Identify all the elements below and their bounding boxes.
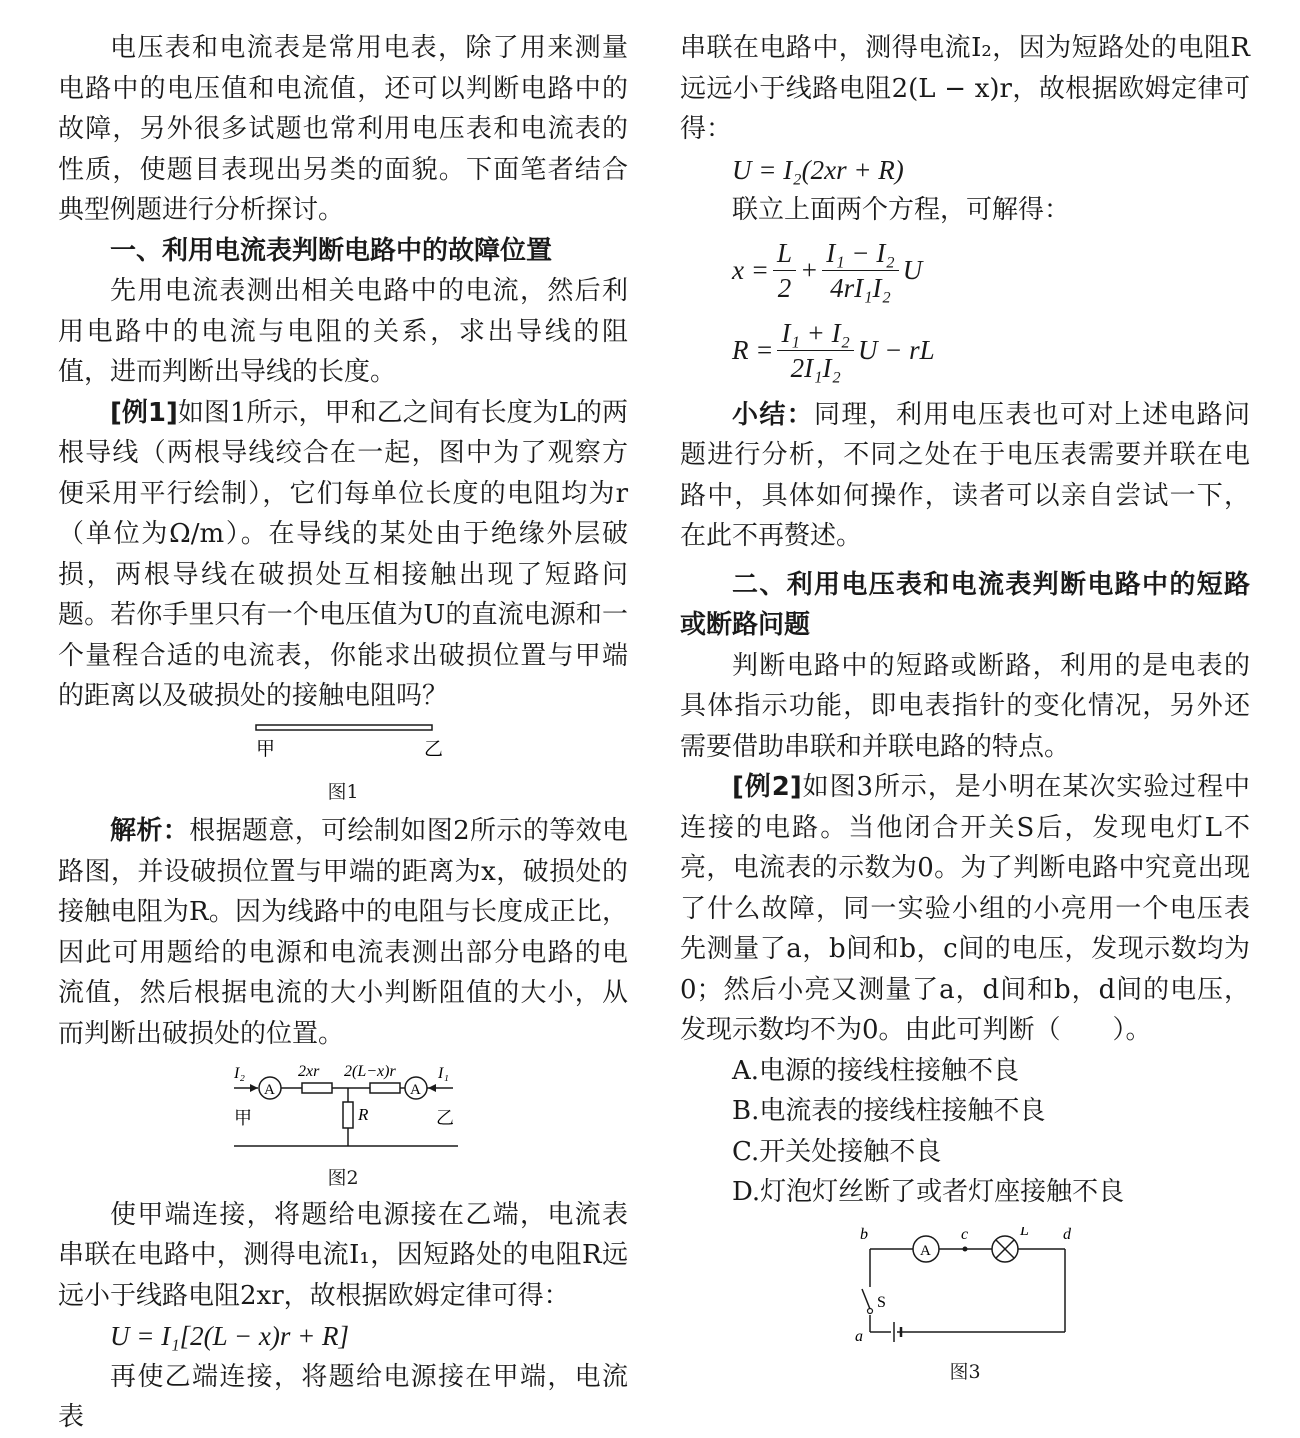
figure-1-caption: 图1	[327, 781, 359, 803]
solve-text: 联立上面两个方程，可解得：	[732, 195, 1071, 225]
summary-text: 同理，利用电压表也可对上述电路问题进行分析，不同之处在于电压表需要并联在电路中，具体如何操作，读者可以亲自尝试一下，在此不再赘述。	[680, 399, 1250, 551]
fig3-d-label: d	[1063, 1226, 1071, 1243]
section2-paragraph: 判断电路中的短路或断路，利用的是电表的具体指示功能，即电表指针的变化情况，另外还需要借助串联和并联电路的特点。	[680, 650, 1250, 762]
equation-1: U = I₁[2(L − x)r + R]	[110, 1321, 350, 1351]
figure-3-caption: 图3	[949, 1361, 981, 1383]
eq-x-frac2	[822, 236, 898, 305]
fig1-left-label: 甲	[256, 738, 276, 760]
figure-3	[680, 1227, 1250, 1386]
example1-paragraph	[58, 393, 628, 717]
section1-paragraph: 先用电流表测出相关电路中的电流，然后利用电路中的电流与电阻的关系，求出导线的阻值，进而判断出导线的长度。	[58, 276, 628, 387]
section1-title: 一、利用电流表判断电路中的故障位置	[110, 235, 553, 266]
eq-x-frac2-num: I₁ − I₂	[822, 236, 898, 271]
fig2-r-mid: R	[358, 1105, 369, 1124]
fig2-r-right: 2(L−x)r	[344, 1063, 396, 1080]
figure-2-diagram	[58, 1054, 628, 1156]
example1-label: [例1]	[110, 397, 178, 428]
equation-x	[680, 231, 1250, 311]
figure-3-diagram	[680, 1227, 1250, 1347]
connect1-paragraph: 使甲端连接，将题给电源接在乙端，电流表串联在电路中，测得电流I₁，因短路处的电阻R远远小于线路电阻2xr，故根据欧姆定律可得：	[58, 1199, 628, 1311]
connect2-paragraph: 再使乙端连接，将题给电源接在甲端，电流表	[58, 1361, 628, 1432]
analysis-label: 解析：	[110, 816, 190, 846]
left-column	[58, 28, 628, 1438]
example2-paragraph	[680, 767, 1250, 1051]
fig3-a-label: a	[855, 1327, 863, 1345]
example1-text: 如图1所示，甲和乙之间有长度为L的两根导线（两根导线绞合在一起，图中为了观察方便采用平行绘制），它们每单位长度的电阻均为r（单位为Ω/m）。在导线的某处由于绝缘外层破损，两根导线在破损处互相接触出现了短路问题。若你手里只有一个电压值为U的直流电源和一个量程合适的电流表，你能求出破损位置与甲端的距离以及破损处的接触电阻吗？	[58, 397, 628, 711]
fig2-left-label: 甲	[234, 1108, 252, 1128]
fig2-r-left: 2xr	[298, 1063, 320, 1080]
option-c: C.开关处接触不良	[732, 1136, 942, 1167]
equation-2: U = I₂(2xr + R)	[732, 154, 904, 185]
eq-x-lhs: x =	[732, 255, 769, 286]
right-column	[680, 28, 1250, 1385]
eq-x-frac1	[773, 236, 796, 305]
eq-x-frac1-den: 2	[777, 273, 792, 303]
fig2-i1-label: I₁	[438, 1065, 449, 1082]
fig3-lamp-label: L	[1020, 1226, 1029, 1239]
figure-2-caption: 图2	[327, 1166, 359, 1189]
continuation-paragraph: 串联在电路中，测得电流I₂，因为短路处的电阻R远远小于线路电阻2(L − x)r，故根据欧姆定律可得：	[680, 33, 1250, 144]
eq-r-frac	[777, 316, 853, 385]
option-b: B.电流表的接线柱接触不良	[732, 1096, 1046, 1126]
eq-r-lhs: R =	[732, 335, 774, 366]
analysis-text: 根据题意，可绘制如图2所示的等效电路图，并设破损位置与甲端的距离为x，破损处的接触电阻为R。因为线路中的电阻与长度成正比，因此可用题给的电源和电流表测出部分电路的电流值，然后根据电流的大小判断阻值的大小，从而判断出破损处的位置。	[58, 816, 628, 1049]
example2-text: 如图3所示，是小明在某次实验过程中连接的电路。当他闭合开关S后，发现电灯L不亮，电流表的示数为0。为了判断电路中究竟出现了什么故障，同一实验小组的小亮用一个电压表先测量了a，b间和b，c间的电压，发现示数均为0；然后小亮又测量了a，d间和b，d间的电压，发现示数均不为0。由此可判断（ ）。	[680, 772, 1251, 1045]
fig3-switch-label: S	[877, 1293, 886, 1311]
option-a: A.电源的接线柱接触不良	[732, 1055, 1020, 1086]
fig2-right-label: 乙	[436, 1108, 454, 1128]
section2-title: 二、利用电压表和电流表判断电路中的短路或断路问题	[680, 569, 1250, 640]
eq-x-plus: +	[800, 255, 819, 286]
analysis-paragraph	[58, 811, 628, 1054]
fig2-ammeter-right: A	[410, 1082, 421, 1098]
summary-label: 小结：	[732, 399, 814, 430]
fig3-b-label: b	[860, 1226, 868, 1243]
summary-paragraph	[680, 395, 1250, 557]
intro-paragraph: 电压表和电流表是常用电表，除了用来测量电路中的电压值和电流值，还可以判断电路中的故障，另外很多试题也常利用电压表和电流表的性质，使题目表现出另类的面貌。下面笔者结合典型例题进行分析探讨。	[58, 33, 628, 225]
fig3-ammeter-label: A	[920, 1242, 931, 1259]
eq-x-frac2-den: 4rI₁I₂	[830, 273, 891, 303]
fig1-right-label: 乙	[424, 738, 444, 760]
figure-2	[58, 1054, 628, 1191]
eq-x-tail: U	[902, 255, 923, 286]
fig2-i2-label: I₂	[234, 1065, 245, 1082]
switch-icon	[862, 1289, 870, 1309]
eq-r-frac-num: I₁ + I₂	[777, 316, 853, 351]
fig3-c-label: c	[961, 1226, 969, 1243]
example2-label: [例2]	[732, 772, 802, 802]
option-d: D.灯泡灯丝断了或者灯座接触不良	[732, 1177, 1125, 1207]
figure-1-diagram	[58, 719, 628, 781]
eq-x-frac1-num: L	[773, 236, 796, 271]
figure-1	[58, 719, 628, 806]
fig2-ammeter-left: A	[264, 1082, 275, 1098]
equation-r	[680, 311, 1250, 391]
eq-r-frac-den: 2I₁I₂	[790, 353, 841, 383]
eq-r-tail: U − rL	[857, 335, 935, 366]
